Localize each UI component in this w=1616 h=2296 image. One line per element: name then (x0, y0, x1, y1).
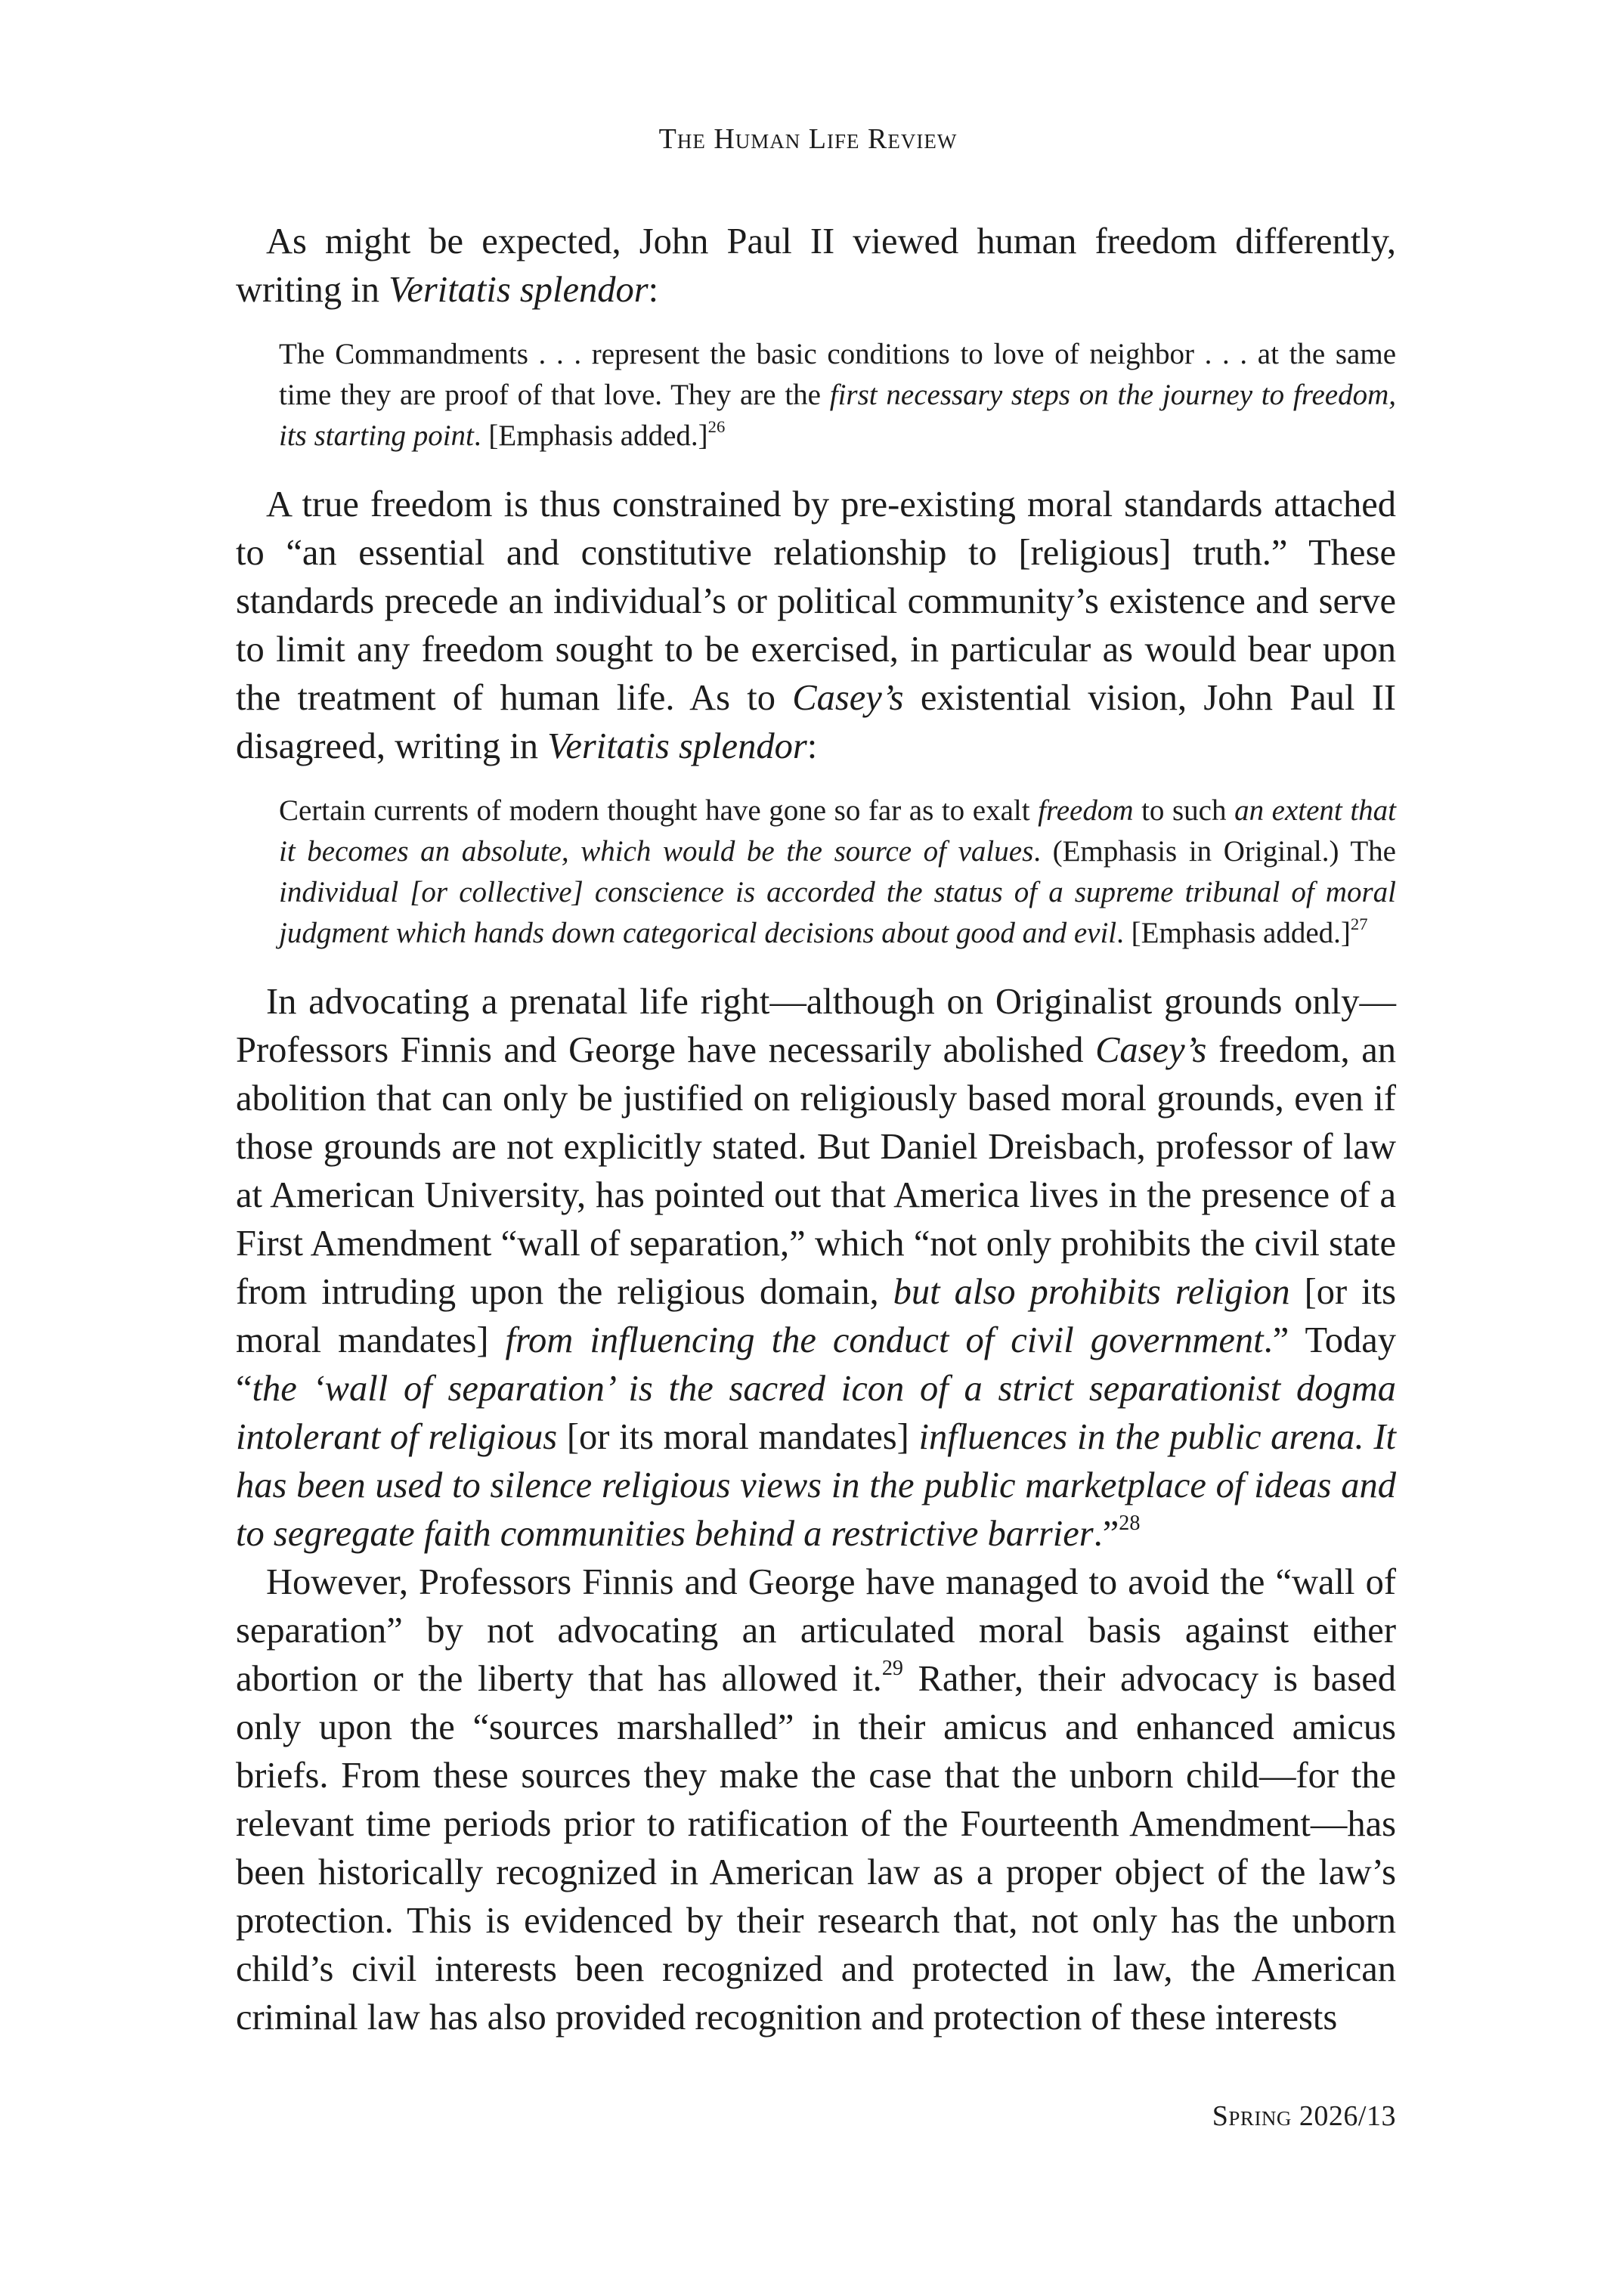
footnote-ref: 26 (707, 417, 726, 437)
body-paragraph (236, 481, 1396, 771)
italic-text: individual [or collective] conscience is accorded the status of a supreme tribunal of moral judgment which hands down categorical decisions about good and evil (279, 876, 1396, 949)
italic-text: Casey’s (792, 678, 904, 718)
italic-text: Veritatis splendor (389, 270, 649, 310)
italic-text: from influencing the conduct of civil government (505, 1320, 1264, 1360)
text-run: existential vision, John Paul II disagreed, writing in (236, 678, 1396, 766)
italic-text: the ‘wall of separation’ is the sacred icon of a strict separationist dogma intolerant of religious (236, 1369, 1396, 1457)
footnote-ref: 28 (1119, 1511, 1141, 1535)
italic-text: influences in the public arena. It has been used to silence religious views in the public marketplace of ideas and to segregate faith communities behind a restrictive barrier (236, 1417, 1397, 1554)
body-paragraph (236, 978, 1396, 1558)
running-head: The Human Life Review (658, 123, 958, 155)
block-quote (279, 791, 1396, 954)
text-run: : (806, 726, 818, 766)
text-run: .” Today “ (236, 1320, 1396, 1409)
body-paragraph (236, 1558, 1396, 2042)
text-run: . [Emphasis added.] (1116, 917, 1351, 949)
text-run: [or its moral mandates] (236, 1272, 1396, 1360)
footnote-ref: 29 (881, 1656, 903, 1680)
italic-text: Veritatis splendor (547, 726, 807, 766)
italic-text: an extent that it becomes an absolute, which would be the source of values (279, 794, 1396, 868)
italic-text: but also prohibits religion (893, 1272, 1290, 1312)
text-run: [or its moral mandates] (557, 1417, 919, 1457)
italic-text: freedom (1038, 794, 1134, 827)
block-quote (279, 334, 1396, 456)
text-run: .” (1093, 1514, 1119, 1554)
italic-text: first necessary steps on the journey to freedom, its starting point (279, 379, 1396, 452)
text-run: . (Emphasis in Original.) The (1033, 835, 1396, 868)
text-run: The Commandments . . . represent the basic conditions to love of neighbor . . . at the same time they are proof of that love. They are the (279, 338, 1396, 411)
text-run: In advocating a prenatal life right—although on Originalist grounds only—Professors Finnis and George have necessarily abolished (236, 982, 1396, 1070)
italic-text: Casey’s (1095, 1030, 1207, 1070)
text-run: Certain currents of modern thought have gone so far as to exalt (279, 794, 1039, 827)
body-paragraph (236, 218, 1396, 314)
text-run: . [Emphasis added.] (473, 419, 708, 452)
footnote-ref: 27 (1350, 914, 1368, 934)
text-run: Rather, their advocacy is based only upon the “sources marshalled” in their amicus and enhanced amicus briefs. From these sources they make the case that the unborn child—for the relevant time periods prior to ratification of the Fourteenth Amendment—has been historically recognized in American law as a proper object of the law’s protection. This is evidenced by their research that, not only has the unborn child’s civil interests been recognized and protected in law, the American criminal law has also provided recognition and protection of these interests (236, 1659, 1396, 2038)
page-folio: Spring 2026/13 (1212, 2100, 1396, 2132)
text-run: As might be expected, John Paul II viewed human freedom differently, writing in (236, 221, 1396, 310)
text-run: freedom, an abolition that can only be justified on religiously based moral grounds, even if those grounds are not explicitly stated. But Daniel Dreisbach, professor of law at American University, has pointed out that America lives in the presence of a First Amendment “wall of separation,” which “not only prohibits the civil state from intruding upon the religious domain, (236, 1030, 1396, 1312)
text-run: : (648, 270, 659, 310)
article-body (236, 218, 1396, 2042)
text-run: to such (1133, 794, 1235, 827)
text-run: A true freedom is thus constrained by pre-existing moral standards attached to “an essential and constitutive relationship to [religious] truth.” These standards precede an individual’s or political community’s existence and serve to limit any freedom sought to be exercised, in particular as would bear upon the treatment of human life. As to (236, 484, 1396, 718)
text-run: However, Professors Finnis and George have managed to avoid the “wall of separation” by not advocating an articulated moral basis against either abortion or the liberty that has allowed it. (236, 1562, 1396, 1699)
